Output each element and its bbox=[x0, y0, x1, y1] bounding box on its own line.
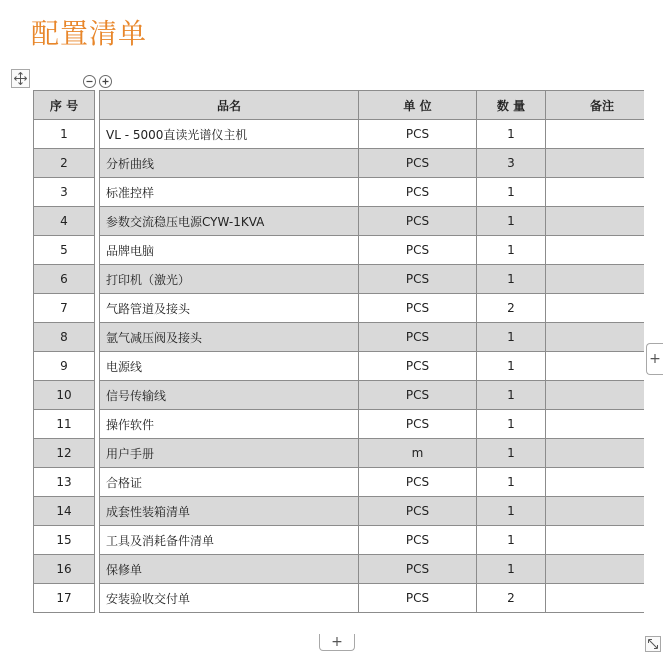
cell-unit[interactable]: PCS bbox=[359, 265, 477, 294]
table-row bbox=[34, 468, 659, 497]
cell-no[interactable]: 15 bbox=[34, 526, 95, 555]
cell-qty[interactable]: 1 bbox=[477, 178, 546, 207]
cell-name[interactable]: 信号传输线 bbox=[100, 381, 359, 410]
cell-unit[interactable]: PCS bbox=[359, 410, 477, 439]
header-unit[interactable]: 单 位 bbox=[359, 91, 477, 120]
cell-no[interactable]: 7 bbox=[34, 294, 95, 323]
table-row bbox=[34, 294, 659, 323]
add-row-label: + bbox=[331, 634, 343, 650]
cell-unit[interactable]: PCS bbox=[359, 149, 477, 178]
minus-icon bbox=[85, 77, 94, 86]
table-row bbox=[34, 526, 659, 555]
cell-qty[interactable]: 1 bbox=[477, 381, 546, 410]
cell-note[interactable] bbox=[546, 236, 659, 265]
cell-unit[interactable]: PCS bbox=[359, 236, 477, 265]
cell-note[interactable] bbox=[546, 439, 659, 468]
cell-no[interactable]: 13 bbox=[34, 468, 95, 497]
cell-no[interactable]: 8 bbox=[34, 323, 95, 352]
cell-name[interactable]: 标准控样 bbox=[100, 178, 359, 207]
cell-no[interactable]: 10 bbox=[34, 381, 95, 410]
table-row bbox=[34, 178, 659, 207]
table-row bbox=[34, 584, 659, 613]
cell-qty[interactable]: 1 bbox=[477, 497, 546, 526]
cell-no[interactable]: 5 bbox=[34, 236, 95, 265]
cell-no[interactable]: 4 bbox=[34, 207, 95, 236]
cell-note[interactable] bbox=[546, 584, 659, 613]
cell-qty[interactable]: 1 bbox=[477, 265, 546, 294]
cell-unit[interactable]: PCS bbox=[359, 323, 477, 352]
add-row-button[interactable] bbox=[319, 634, 355, 651]
cell-name[interactable]: 安装验收交付单 bbox=[100, 584, 359, 613]
cell-name[interactable]: 电源线 bbox=[100, 352, 359, 381]
cell-unit[interactable]: PCS bbox=[359, 468, 477, 497]
table-row bbox=[34, 236, 659, 265]
cell-name[interactable]: 氩气减压阀及接头 bbox=[100, 323, 359, 352]
table-row bbox=[34, 497, 659, 526]
add-column-inline-button[interactable] bbox=[99, 75, 112, 88]
cell-qty[interactable]: 1 bbox=[477, 352, 546, 381]
cell-note[interactable] bbox=[546, 265, 659, 294]
cell-name[interactable]: 打印机（激光） bbox=[100, 265, 359, 294]
table-row bbox=[34, 555, 659, 584]
cell-unit[interactable]: PCS bbox=[359, 555, 477, 584]
cell-unit[interactable]: PCS bbox=[359, 584, 477, 613]
cell-qty[interactable]: 1 bbox=[477, 468, 546, 497]
remove-column-button[interactable] bbox=[83, 75, 96, 88]
cell-note[interactable] bbox=[546, 526, 659, 555]
table-row bbox=[34, 352, 659, 381]
header-qty[interactable]: 数 量 bbox=[477, 91, 546, 120]
cell-no[interactable]: 11 bbox=[34, 410, 95, 439]
table-row bbox=[34, 439, 659, 468]
cell-no[interactable]: 2 bbox=[34, 149, 95, 178]
config-table bbox=[33, 90, 659, 613]
table-row bbox=[34, 120, 659, 149]
cell-qty[interactable]: 1 bbox=[477, 439, 546, 468]
cell-no[interactable]: 6 bbox=[34, 265, 95, 294]
cell-note[interactable] bbox=[546, 555, 659, 584]
cell-note[interactable] bbox=[546, 207, 659, 236]
cell-name[interactable]: 保修单 bbox=[100, 555, 359, 584]
table-row bbox=[34, 410, 659, 439]
cell-qty[interactable]: 1 bbox=[477, 323, 546, 352]
cell-no[interactable]: 16 bbox=[34, 555, 95, 584]
cell-name[interactable]: 用户手册 bbox=[100, 439, 359, 468]
cell-unit[interactable]: m bbox=[359, 439, 477, 468]
cell-qty[interactable]: 2 bbox=[477, 584, 546, 613]
table-move-handle[interactable] bbox=[11, 69, 30, 88]
cell-note[interactable] bbox=[546, 294, 659, 323]
cell-no[interactable]: 14 bbox=[34, 497, 95, 526]
cell-qty[interactable]: 1 bbox=[477, 526, 546, 555]
table-body bbox=[34, 120, 659, 613]
cell-qty[interactable]: 1 bbox=[477, 410, 546, 439]
cell-note[interactable] bbox=[546, 149, 659, 178]
cell-name[interactable]: 品牌电脑 bbox=[100, 236, 359, 265]
add-column-button[interactable] bbox=[646, 343, 663, 375]
cell-unit[interactable]: PCS bbox=[359, 526, 477, 555]
header-no[interactable]: 序 号 bbox=[34, 91, 95, 120]
cell-no[interactable]: 9 bbox=[34, 352, 95, 381]
document-title: 配置清单 bbox=[31, 17, 148, 50]
header-note[interactable]: 备注 bbox=[546, 91, 659, 120]
resize-icon bbox=[647, 638, 659, 650]
cell-no[interactable]: 3 bbox=[34, 178, 95, 207]
cell-note[interactable] bbox=[546, 381, 659, 410]
cell-unit[interactable]: PCS bbox=[359, 294, 477, 323]
cell-name[interactable]: 工具及消耗备件清单 bbox=[100, 526, 359, 555]
cell-note[interactable] bbox=[546, 352, 659, 381]
cell-name[interactable]: VL - 5000直读光谱仪主机 bbox=[100, 120, 359, 149]
cell-qty[interactable]: 1 bbox=[477, 207, 546, 236]
table-row bbox=[34, 381, 659, 410]
cell-note[interactable] bbox=[546, 497, 659, 526]
cell-unit[interactable]: PCS bbox=[359, 381, 477, 410]
cell-note[interactable] bbox=[546, 120, 659, 149]
header-name[interactable]: 品名 bbox=[100, 91, 359, 120]
table-row bbox=[34, 323, 659, 352]
cell-qty[interactable]: 1 bbox=[477, 120, 546, 149]
cell-name[interactable]: 成套性装箱清单 bbox=[100, 497, 359, 526]
cell-note[interactable] bbox=[546, 468, 659, 497]
cell-name[interactable]: 合格证 bbox=[100, 468, 359, 497]
add-column-label: + bbox=[649, 351, 661, 367]
cell-unit[interactable]: PCS bbox=[359, 352, 477, 381]
table-header-row bbox=[34, 91, 659, 120]
cell-qty[interactable]: 1 bbox=[477, 236, 546, 265]
plus-icon bbox=[101, 77, 110, 86]
cell-note[interactable] bbox=[546, 410, 659, 439]
table-resize-handle[interactable] bbox=[645, 636, 661, 652]
cell-unit[interactable]: PCS bbox=[359, 497, 477, 526]
cell-note[interactable] bbox=[546, 323, 659, 352]
cell-no[interactable]: 12 bbox=[34, 439, 95, 468]
cell-no[interactable]: 1 bbox=[34, 120, 95, 149]
cell-unit[interactable]: PCS bbox=[359, 120, 477, 149]
cell-note[interactable] bbox=[546, 178, 659, 207]
cell-name[interactable]: 操作软件 bbox=[100, 410, 359, 439]
table-row bbox=[34, 265, 659, 294]
move-icon bbox=[14, 72, 27, 85]
cell-qty[interactable]: 2 bbox=[477, 294, 546, 323]
cell-unit[interactable]: PCS bbox=[359, 178, 477, 207]
table-row bbox=[34, 207, 659, 236]
cell-unit[interactable]: PCS bbox=[359, 207, 477, 236]
cell-no[interactable]: 17 bbox=[34, 584, 95, 613]
cell-qty[interactable]: 3 bbox=[477, 149, 546, 178]
cell-name[interactable]: 参数交流稳压电源CYW-1KVA bbox=[100, 207, 359, 236]
cell-name[interactable]: 气路管道及接头 bbox=[100, 294, 359, 323]
cell-qty[interactable]: 1 bbox=[477, 555, 546, 584]
table-row bbox=[34, 149, 659, 178]
cell-name[interactable]: 分析曲线 bbox=[100, 149, 359, 178]
